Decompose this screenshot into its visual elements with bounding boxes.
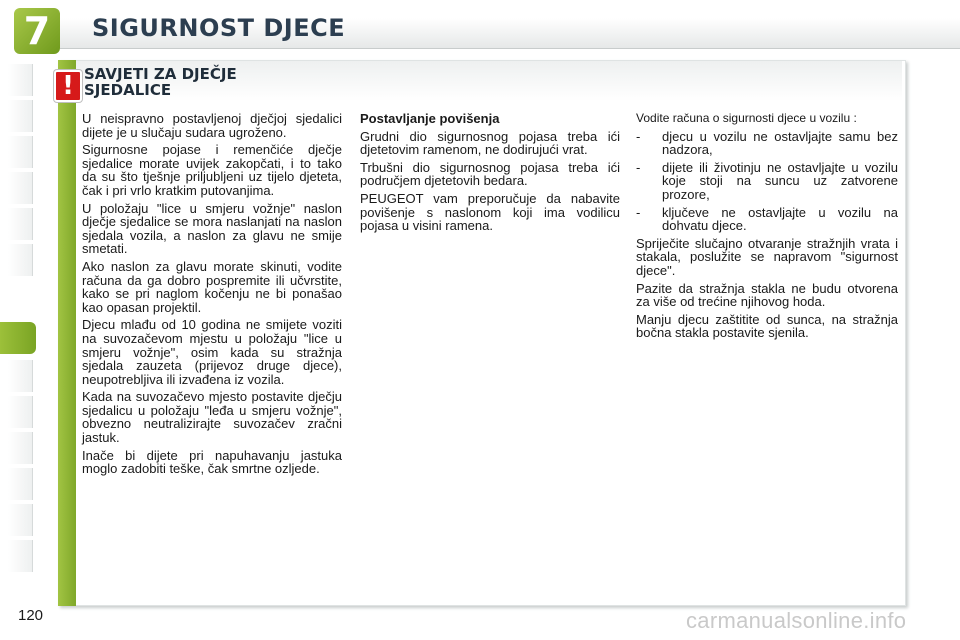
chapter-tab[interactable] [8, 432, 33, 464]
paragraph: Ako naslon za glavu morate skinuti, vodite računa da ga dobro pospremite ili učvrstite, kako se pri naglom kočenju ne bi ponašao kao opasan projektil. [82, 258, 342, 315]
paragraph: Spriječite slučajno otvaranje stražnjih vrata i stakala, poslužite se napravom "sigurnost djece". [636, 235, 898, 278]
chapter-tab[interactable] [8, 100, 33, 132]
page-number: 120 [18, 607, 44, 624]
bullet-marker: - [636, 204, 641, 220]
chapter-tab[interactable] [8, 244, 33, 276]
chapter-title: SIGURNOST DJECE [92, 14, 346, 42]
list-item-text: dijete ili životinju ne ostavljajte u vozilu koje stoji na suncu uz zatvorene prozore, [662, 159, 898, 202]
section-title-line: SAVJETI ZA DJEČJE [84, 65, 237, 83]
list-item-text: djecu u vozilu ne ostavljajte samu bez nadzora, [662, 128, 898, 158]
chapter-tab[interactable] [8, 504, 33, 536]
column-3 [636, 112, 898, 344]
bullet-marker: - [636, 128, 641, 144]
paragraph: Pazite da stražnja stakla ne budu otvorena za više od trećine njihovog hoda. [636, 280, 898, 310]
chapter-tab[interactable] [8, 64, 33, 96]
chapter-tab[interactable] [8, 208, 33, 240]
list-item-text: ključeve ne ostavljajte u vozilu na dohvatu djece. [662, 204, 898, 234]
chapter-tab-active[interactable] [0, 322, 36, 354]
chapter-tab[interactable] [8, 136, 33, 168]
chapter-tabs [0, 60, 40, 580]
paragraph: Djecu mlađu od 10 godina ne smijete voziti na suvozačevom mjestu u položaju "lice u smjeru vožnje", osim kada su stražnja sjedala zauzeta (prijevoz druge djece), neupotrebljiva ili izvađena iz vozila. [82, 317, 342, 387]
list-item [636, 161, 898, 202]
column-1 [82, 112, 342, 480]
paragraph: U položaju "lice u smjeru vožnje" naslon dječje sjedalice se mora naslanjati na naslon sjedala vozila, a naslon za glavu ne smije smetati. [82, 200, 342, 257]
paragraph: Sigurnosne pojase i remenčiće dječje sjedalice morate uvijek zakopčati, i to tako da su što tješnje priljubljeni uz tijelo djeteta, čak i pri vrlo kratkim putovanjima. [82, 142, 342, 198]
chapter-tab[interactable] [8, 360, 33, 392]
paragraph: U neispravno postavljenoj dječjoj sjedalici dijete je u slučaju sudara ugroženo. [82, 111, 342, 140]
paragraph: Grudni dio sigurnosnog pojasa treba ići djetetovim ramenom, ne dodirujući vrat. [360, 128, 620, 158]
chapter-tab[interactable] [8, 468, 33, 500]
panel-accent-strip [58, 60, 76, 606]
bullet-list [636, 130, 898, 233]
paragraph: Trbušni dio sigurnosnog pojasa treba ići područjem djetetovih bedara. [360, 159, 620, 189]
list-item [636, 130, 898, 157]
intro-text: Vodite računa o sigurnosti djece u vozilu : [636, 111, 857, 125]
section-title-line: SJEDALICE [84, 81, 172, 99]
paragraph: Manju djecu zaštitite od sunca, na stražnja bočna stakla postavite sjenila. [636, 311, 898, 341]
chapter-header [0, 0, 960, 58]
section-title [84, 66, 384, 98]
chapter-number-badge: 7 [14, 8, 60, 54]
paragraph: PEUGEOT vam preporučuje da nabavite povišenje s naslonom koji ima vodilicu pojasa u visini ramena. [360, 190, 620, 234]
warning-icon: ! [54, 70, 82, 102]
subheading: Postavljanje povišenja [360, 111, 500, 126]
chapter-tab[interactable] [8, 540, 33, 572]
paragraph: Inače bi dijete pri napuhavanju jastuka moglo zadobiti teške, čak smrtne ozljede. [82, 447, 342, 477]
watermark: carmanualsonline.info [686, 608, 907, 633]
paragraph: Kada na suvozačevo mjesto postavite dječju sjedalicu u položaju "leđa u smjeru vožnje", obvezno neutralizirajte suvozačev zračni jastuk. [82, 389, 342, 446]
chapter-tab[interactable] [8, 172, 33, 204]
column-2 [360, 112, 620, 237]
list-item [636, 206, 898, 233]
bullet-marker: - [636, 159, 641, 175]
chapter-tab[interactable] [8, 396, 33, 428]
